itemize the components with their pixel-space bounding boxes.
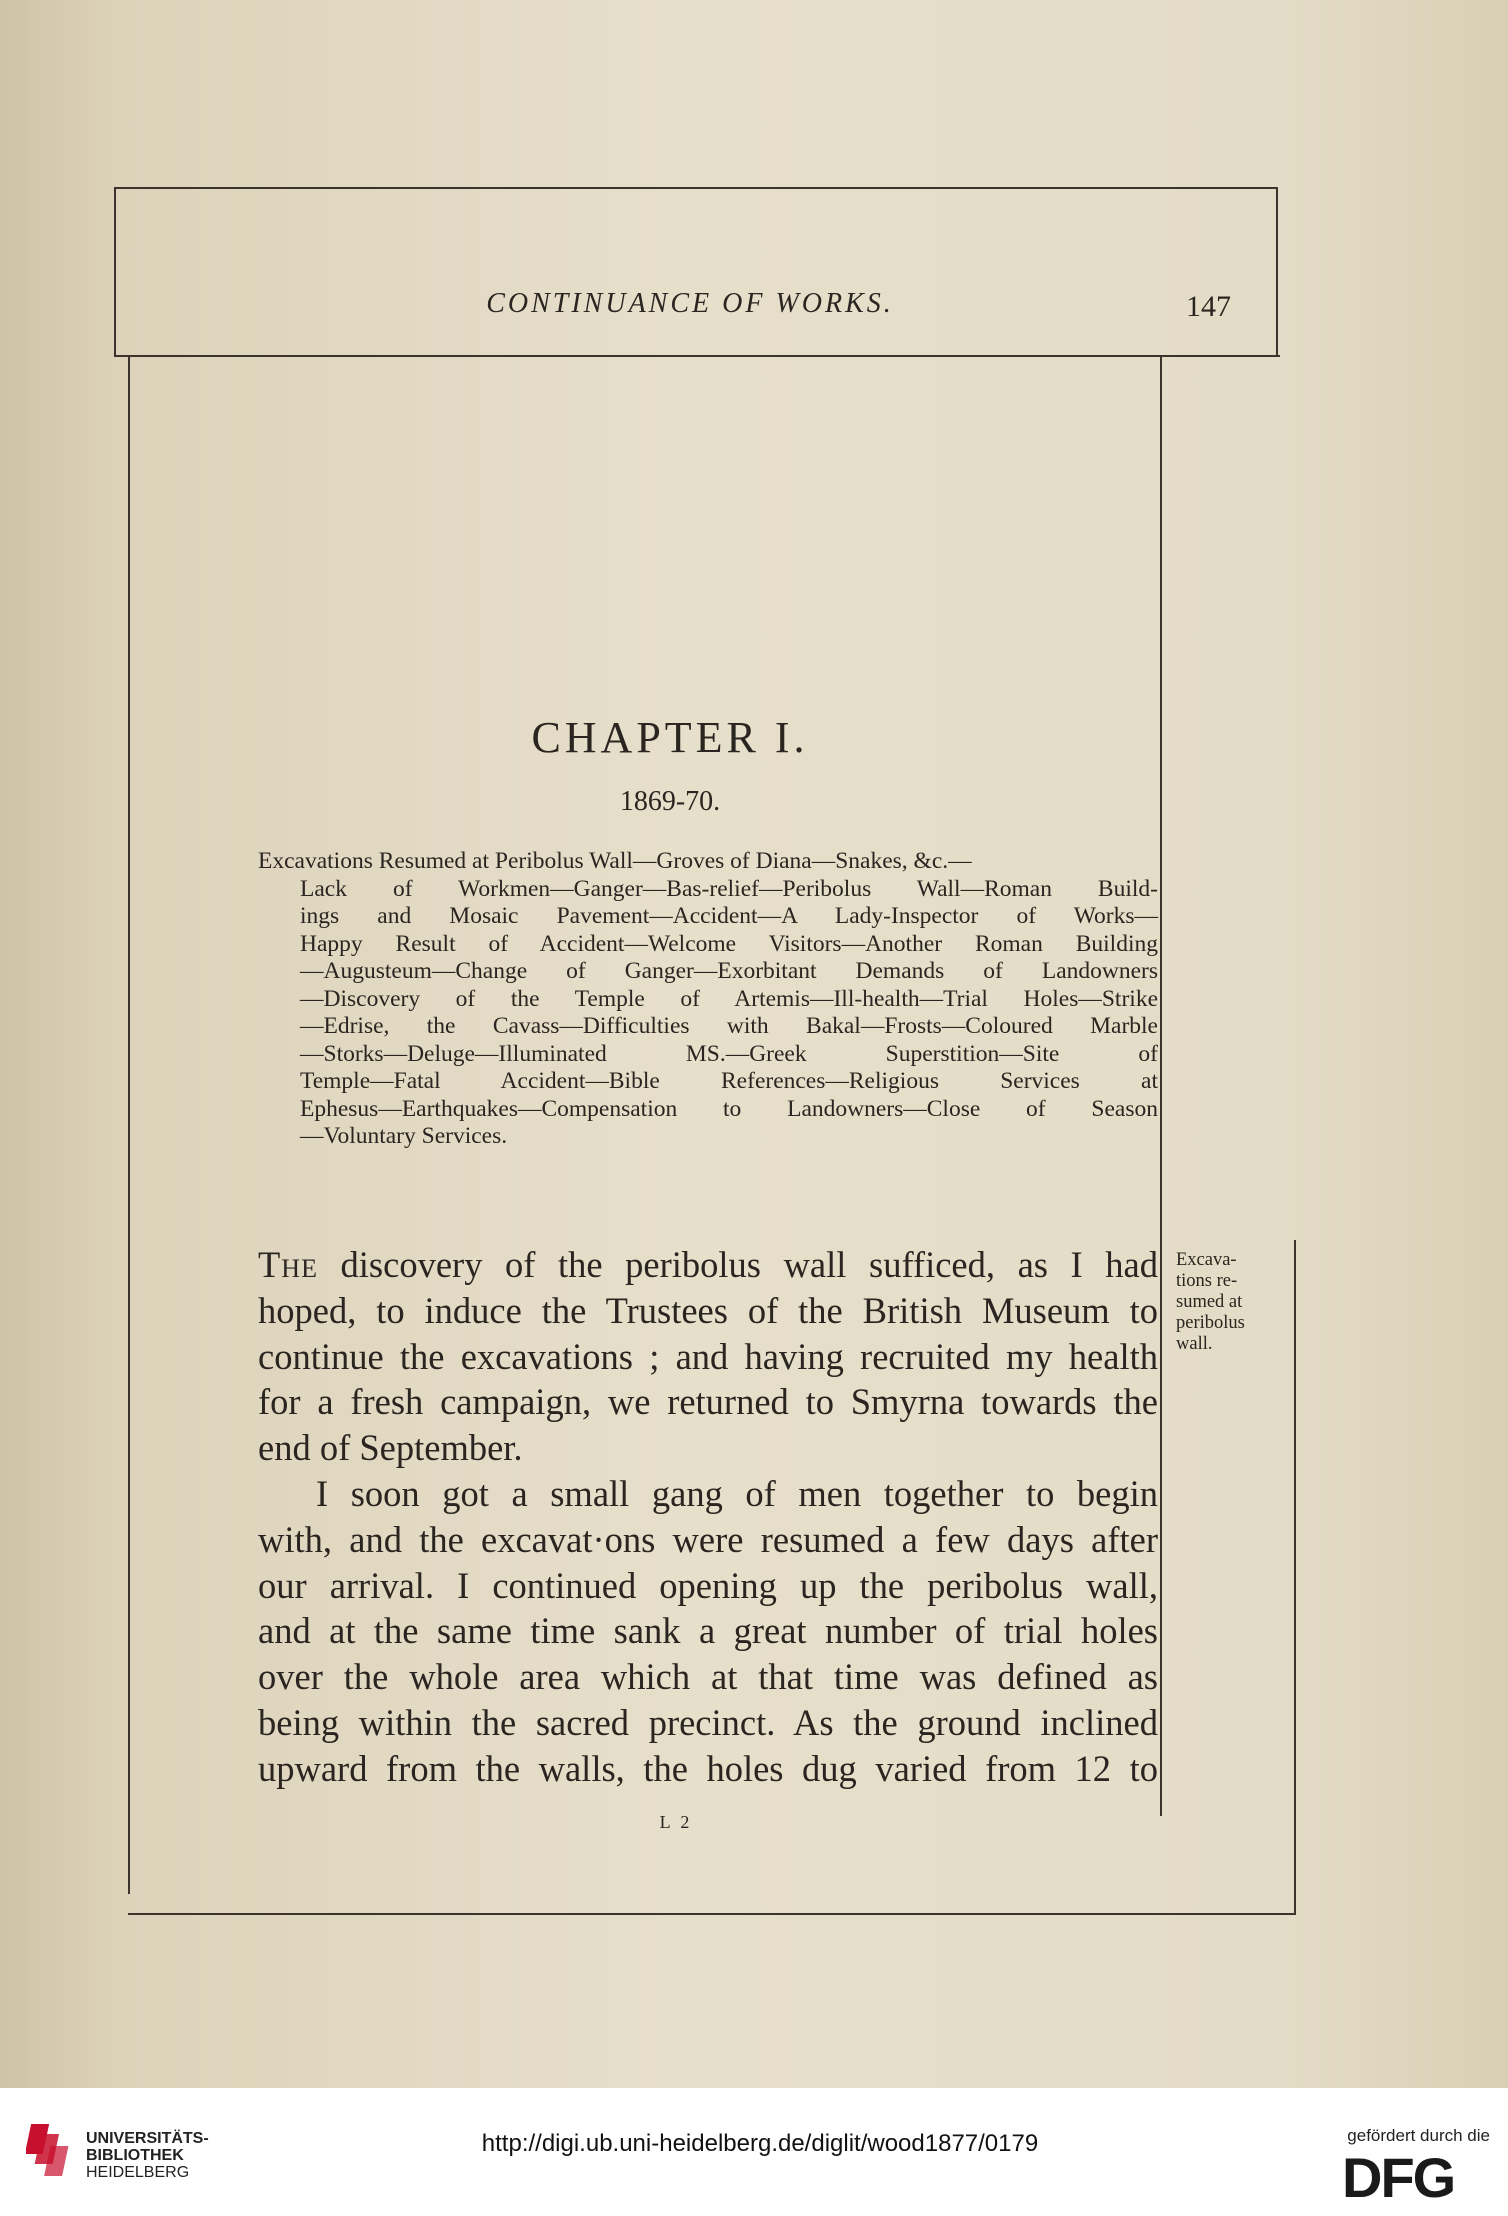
synopsis-line: Excavations Resumed at Peribolus Wall—Groves of Diana—Snakes, &c.—	[258, 848, 972, 874]
synopsis-line: Happy Result of Accident—Welcome Visitors—Another Roman Building	[300, 930, 1158, 957]
synopsis-line: —Storks—Deluge—Illuminated MS.—Greek Superstition—Site of	[300, 1040, 1158, 1067]
synopsis-line: Ephesus—Earthquakes—Compensation to Landowners—Close of Season	[300, 1095, 1158, 1122]
body-line: our arrival. I continued opening up the peribolus wall,	[258, 1564, 1158, 1606]
synopsis-line: Temple—Fatal Accident—Bible References—Religious Services at	[300, 1068, 1158, 1094]
chapter-title: CHAPTER I.	[531, 713, 809, 762]
synopsis-line: —Augusteum—Change of Ganger—Exorbitant Demands of Landowners	[300, 958, 1158, 984]
running-head: CONTINUANCE OF WORKS.	[486, 288, 894, 319]
body-text	[258, 1242, 1158, 1792]
margin-note-line: wall.	[1176, 1334, 1213, 1354]
frame-left-rule	[114, 187, 116, 357]
body-line: over the whole area which at that time was defined as	[258, 1656, 1158, 1698]
library-name-line: UNIVERSITÄTS-	[86, 2130, 209, 2147]
funded-by-label: gefördert durch die	[1347, 2126, 1490, 2145]
page-number: 147	[1186, 290, 1231, 323]
outer-right-rule	[1294, 1240, 1296, 1915]
margin-rule	[1160, 356, 1162, 1816]
margin-note-line: tions re-	[1176, 1271, 1238, 1291]
synopsis-line: ings and Mosaic Pavement—Accident—A Lady-Inspector of Works—	[300, 903, 1158, 929]
margin-note-line: peribolus	[1176, 1313, 1245, 1333]
permalink-url[interactable]: http://digi.ub.uni-heidelberg.de/diglit/wood1877/0179	[481, 2130, 1039, 2157]
body-line: with, and the excavat·ons were resumed a few days after	[258, 1518, 1158, 1560]
chapter-years: 1869-70.	[619, 786, 721, 817]
margin-note-line: Excava-	[1176, 1250, 1237, 1270]
synopsis-line: —Edrise, the Cavass—Difficulties with Bakal—Frosts—Coloured Marble	[300, 1013, 1158, 1039]
library-name-line: BIBLIOTHEK	[86, 2147, 184, 2164]
inner-left-rule	[128, 356, 130, 1894]
body-line	[258, 1242, 1158, 1288]
frame-bottom-rule	[128, 1913, 1296, 1915]
body-line: upward from the walls, the holes dug varied from 12 to	[258, 1747, 1158, 1789]
library-name	[86, 2130, 209, 2181]
chapter-synopsis	[258, 848, 1158, 1151]
header-rule	[114, 355, 1280, 357]
synopsis-line: —Discovery of the Temple of Artemis—Ill-health—Trial Holes—Strike	[300, 985, 1158, 1012]
body-line: hoped, to induce the Trustees of the British Museum to	[258, 1289, 1158, 1331]
synopsis-line: —Voluntary Services.	[300, 1123, 508, 1149]
margin-note	[1176, 1250, 1286, 1355]
body-line: being within the sacred precinct. As the ground inclined	[258, 1701, 1158, 1743]
body-line: I soon got a small gang of men together to begin	[316, 1472, 1158, 1514]
body-line-text: discovery of the peribolus wall sufficed, as I had	[317, 1244, 1158, 1285]
body-line: continue the excavations ; and having recruited my health	[258, 1335, 1158, 1377]
body-line: end of September.	[258, 1427, 523, 1469]
drop-word: The	[258, 1244, 318, 1285]
synopsis-line: Lack of Workmen—Ganger—Bas-relief—Peribolus Wall—Roman Build-	[300, 875, 1158, 902]
body-line: for a fresh campaign, we returned to Smyrna towards the	[258, 1381, 1158, 1423]
frame-top-rule	[114, 187, 1278, 189]
university-library-logo-icon	[26, 2120, 82, 2190]
signature-mark: L 2	[659, 1812, 693, 1832]
dfg-logo: DFG	[1342, 2146, 1455, 2209]
body-line: and at the same time sank a great number of trial holes	[258, 1610, 1158, 1652]
library-name-line: HEIDELBERG	[86, 2164, 190, 2181]
frame-right-rule	[1276, 187, 1278, 357]
margin-note-line: sumed at	[1176, 1292, 1243, 1312]
